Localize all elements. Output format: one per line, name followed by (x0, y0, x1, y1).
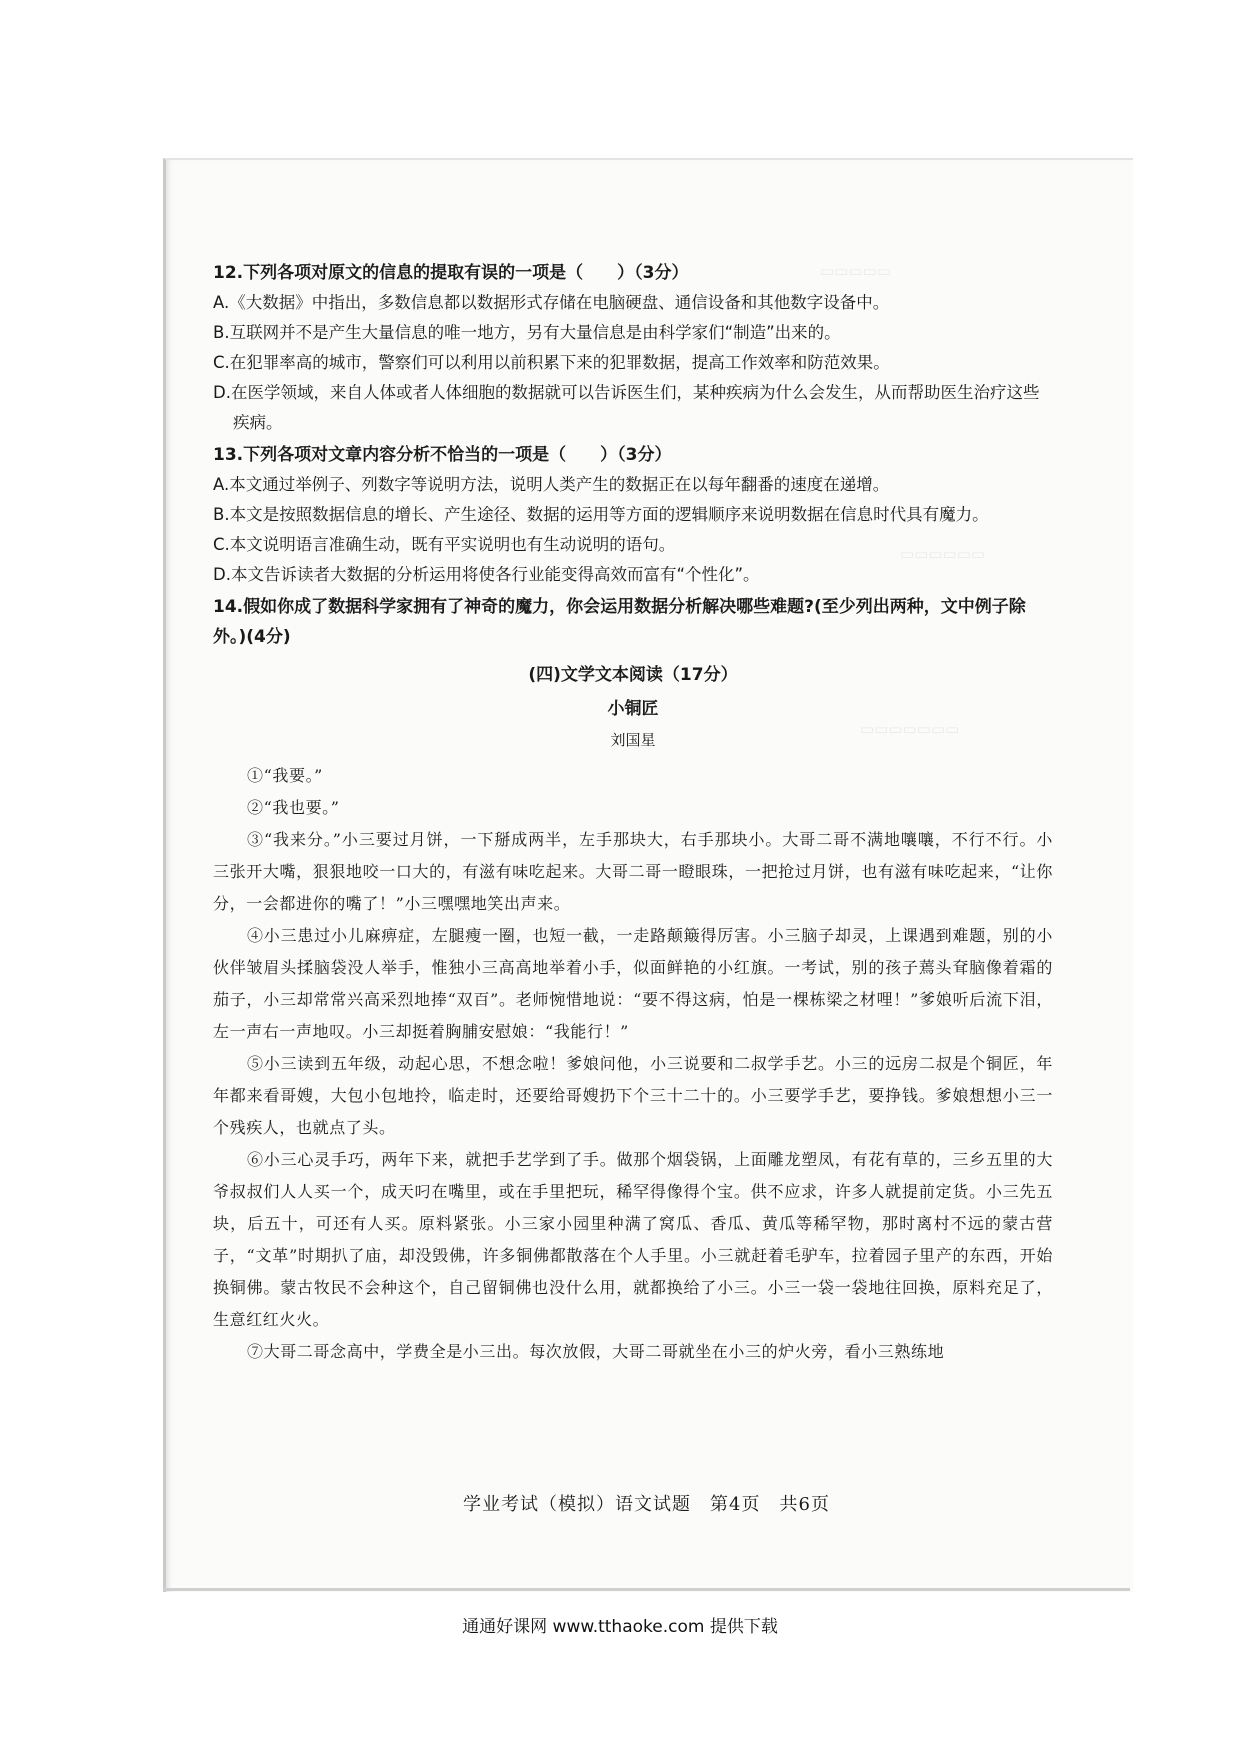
question-stem: 14.假如你成了数据科学家拥有了神奇的魔力，你会运用数据分析解决哪些难题?(至少列出两种，文中例子除外。)(4分) (213, 597, 1026, 647)
page-content (213, 258, 1053, 1368)
option-d: D.本文告诉读者大数据的分析运用将使各行业能变得高效而富有“个性化”。 (213, 565, 760, 584)
section-title: (四)文学文本阅读（17分） (528, 665, 738, 685)
option-b: B.本文是按照数据信息的增长、产生途径、数据的运用等方面的逻辑顺序来说明数据在信息时代具有魔力。 (213, 505, 989, 524)
page-footer: 学业考试（模拟）语文试题 第4页 共6页 (463, 1494, 830, 1515)
story-title: 小铜匠 (607, 699, 659, 719)
author-name: 刘国星 (610, 731, 656, 749)
question-12 (213, 258, 1053, 438)
download-note: 通通好课网 www.tthaoke.com 提供下载 (462, 1617, 778, 1637)
question-stem: 12.下列各项对原文的信息的提取有误的一项是（ ）（3分） (213, 263, 689, 283)
option-a: A.本文通过举例子、列数字等说明方法，说明人类产生的数据正在以每年翻番的速度在递增。 (213, 475, 890, 494)
story-paragraph: ⑦大哥二哥念高中，学费全是小三出。每次放假，大哥二哥就坐在小三的炉火旁，看小三熟练地 (247, 1342, 945, 1361)
question-13 (213, 440, 1053, 590)
story-paragraph: ④小三患过小儿麻痹症，左腿瘦一圈，也短一截，一走路颠簸得厉害。小三脑子却灵，上课遇到难题，别的小伙伴皱眉头揉脑袋没人举手，惟独小三高高地举着小手，似面鲜艳的小红旗。一考试，别的孩子蔫头耷脑像着霜的茄子，小三却常常兴高采烈地捧“双百”。老师惋惜地说：“要不得这病，怕是一棵栋梁之材哩！”爹娘听后流下泪，左一声右一声地叹。小三却挺着胸脯安慰娘：“我能行！” (213, 926, 1053, 1041)
story-paragraph: ②“我也要。” (247, 798, 340, 817)
question-stem: 13.下列各项对文章内容分析不恰当的一项是（ ）（3分） (213, 445, 672, 465)
option-d: D.在医学领域，来自人体或者人体细胞的数据就可以告诉医生们，某种疾病为什么会发生，从而帮助医生治疗这些疾病。 (213, 383, 1040, 432)
option-c: C.本文说明语言准确生动，既有平实说明也有生动说明的语句。 (213, 535, 676, 554)
option-a: A.《大数据》中指出，多数信息都以数据形式存储在电脑硬盘、通信设备和其他数字设备中。 (213, 293, 890, 312)
option-b: B.互联网并不是产生大量信息的唯一地方，另有大量信息是由科学家们“制造”出来的。 (213, 323, 841, 342)
story-paragraph: ⑤小三读到五年级，动起心思，不想念啦！爹娘问他，小三说要和二叔学手艺。小三的远房二叔是个铜匠，年年都来看哥嫂，大包小包地拎，临走时，还要给哥嫂扔下个三十二十的。小三要学手艺，要挣钱。爹娘想想小三一个残疾人，也就点了头。 (213, 1054, 1053, 1137)
story-paragraph: ③“我来分。”小三要过月饼，一下掰成两半，左手那块大，右手那块小。大哥二哥不满地嚷嚷，不行不行。小三张开大嘴，狠狠地咬一口大的，有滋有味吃起来。大哥二哥一瞪眼珠，一把抢过月饼，也有滋有味吃起来，“让你分，一会都进你的嘴了！”小三嘿嘿地笑出声来。 (213, 830, 1053, 913)
sheet-bottom-edge (163, 1588, 1130, 1591)
story-paragraph: ⑥小三心灵手巧，两年下来，就把手艺学到了手。做那个烟袋锅，上面雕龙塑凤，有花有草的，三乡五里的大爷叔叔们人人买一个，成天叼在嘴里，或在手里把玩，稀罕得像得个宝。供不应求，许多人就提前定货。小三先五块，后五十，可还有人买。原料紧张。小三家小园里种满了窝瓜、香瓜、黄瓜等稀罕物，那时离村不远的蒙古营子，“文革”时期扒了庙，却没毁佛，许多铜佛都散落在个人手里。小三就赶着毛驴车，拉着园子里产的东西，开始换铜佛。蒙古牧民不会种这个，自己留铜佛也没什么用，就都换给了小三。小三一袋一袋地往回换，原料充足了，生意红红火火。 (213, 1150, 1053, 1329)
story-paragraph: ①“我要。” (247, 766, 323, 785)
option-c: C.在犯罪率高的城市，警察们可以利用以前积累下来的犯罪数据，提高工作效率和防范效果。 (213, 353, 890, 372)
question-14 (213, 592, 1053, 652)
story-body (213, 760, 1053, 1368)
